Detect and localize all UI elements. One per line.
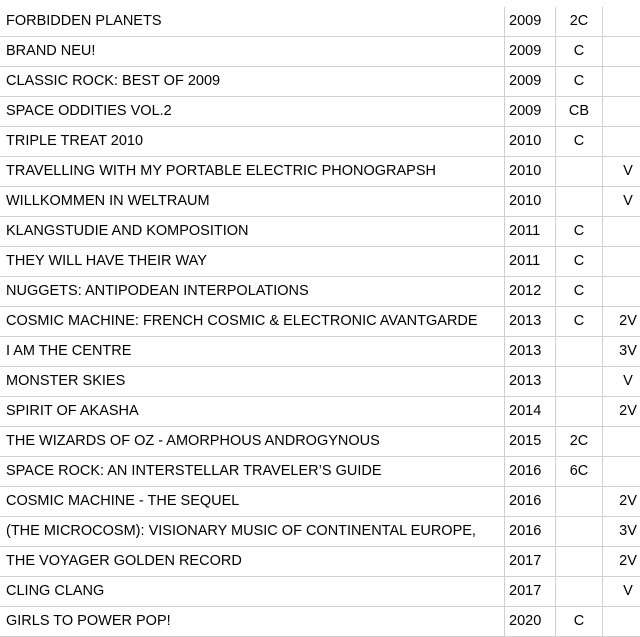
cell-c-count[interactable]: 2C [556, 7, 603, 37]
cell-year[interactable]: 2015 [505, 427, 556, 457]
cell-v-count[interactable] [603, 217, 640, 247]
cell-v-text: 2V [615, 397, 637, 426]
cell-v-count[interactable] [603, 97, 640, 127]
cell-c-count[interactable]: C [556, 607, 603, 637]
table-row [0, 37, 640, 67]
table-row [0, 607, 640, 637]
cell-year[interactable]: 2010 [505, 187, 556, 217]
cell-year[interactable]: 2014 [505, 397, 556, 427]
cell-v-count[interactable] [603, 487, 640, 517]
cell-v-text: 2V [615, 487, 637, 516]
table-row [0, 457, 640, 487]
table-row [0, 307, 640, 337]
table-row [0, 577, 640, 607]
cell-v-text: V [619, 187, 633, 216]
cell-v-count[interactable] [603, 337, 640, 367]
cell-v-text: 3V [615, 517, 637, 546]
cell-title[interactable]: I AM THE CENTRE [0, 337, 505, 367]
table-row [0, 547, 640, 577]
table-row [0, 487, 640, 517]
cell-c-count[interactable] [556, 577, 603, 607]
cell-v-count[interactable] [603, 37, 640, 67]
cell-c-count[interactable]: C [556, 67, 603, 97]
cell-title[interactable]: NUGGETS: ANTIPODEAN INTERPOLATIONS [0, 277, 505, 307]
cell-year[interactable]: 2013 [505, 307, 556, 337]
cell-year[interactable]: 2010 [505, 127, 556, 157]
cell-title[interactable]: THE WIZARDS OF OZ - AMORPHOUS ANDROGYNOUS [0, 427, 505, 457]
cell-c-count[interactable]: C [556, 217, 603, 247]
cell-year[interactable]: 2017 [505, 577, 556, 607]
cell-year[interactable]: 2013 [505, 337, 556, 367]
cell-c-count[interactable] [556, 397, 603, 427]
cell-title[interactable]: SPACE ROCK: AN INTERSTELLAR TRAVELER’S GUIDE [0, 457, 505, 487]
cell-title[interactable]: SPIRIT OF AKASHA [0, 397, 505, 427]
table-row [0, 397, 640, 427]
spreadsheet-table [0, 7, 640, 637]
table-row [0, 247, 640, 277]
cell-v-count[interactable] [603, 517, 640, 547]
cell-v-count[interactable] [603, 157, 640, 187]
cell-title[interactable]: CLASSIC ROCK: BEST OF 2009 [0, 67, 505, 97]
cell-c-count[interactable]: 6C [556, 457, 603, 487]
cell-title[interactable]: TRAVELLING WITH MY PORTABLE ELECTRIC PHONOGRAPSH [0, 157, 505, 187]
cell-v-count[interactable] [603, 427, 640, 457]
cell-year[interactable]: 2016 [505, 517, 556, 547]
cell-v-text: 3V [615, 337, 637, 366]
cell-title[interactable]: SPACE ODDITIES VOL.2 [0, 97, 505, 127]
cell-title[interactable]: GIRLS TO POWER POP! [0, 607, 505, 637]
cell-v-count[interactable] [603, 397, 640, 427]
cell-c-count[interactable]: C [556, 127, 603, 157]
cell-title[interactable]: THE VOYAGER GOLDEN RECORD [0, 547, 505, 577]
cell-v-count[interactable] [603, 187, 640, 217]
cell-year[interactable]: 2012 [505, 277, 556, 307]
cell-year[interactable]: 2013 [505, 367, 556, 397]
table-row [0, 67, 640, 97]
table-row [0, 277, 640, 307]
cell-c-count[interactable]: C [556, 37, 603, 67]
cell-title[interactable]: FORBIDDEN PLANETS [0, 7, 505, 37]
cell-v-count[interactable] [603, 307, 640, 337]
cell-c-count[interactable] [556, 187, 603, 217]
cell-year[interactable]: 2016 [505, 457, 556, 487]
table-row [0, 217, 640, 247]
cell-v-count[interactable] [603, 247, 640, 277]
cell-year[interactable]: 2017 [505, 547, 556, 577]
table-row [0, 187, 640, 217]
cell-v-text: V [619, 157, 633, 186]
cell-c-count[interactable] [556, 547, 603, 577]
cell-title[interactable]: WILLKOMMEN IN WELTRAUM [0, 187, 505, 217]
table-row [0, 367, 640, 397]
cell-v-count[interactable] [603, 277, 640, 307]
cell-c-count[interactable]: 2C [556, 427, 603, 457]
cell-v-count[interactable] [603, 547, 640, 577]
table-row [0, 337, 640, 367]
table-row [0, 157, 640, 187]
cell-year[interactable]: 2011 [505, 247, 556, 277]
cell-title[interactable]: COSMIC MACHINE: FRENCH COSMIC & ELECTRONIC AVANTGARDE [0, 307, 505, 337]
cell-year[interactable]: 2016 [505, 487, 556, 517]
cell-v-text: V [619, 577, 633, 606]
cell-title[interactable]: BRAND NEU! [0, 37, 505, 67]
cell-title[interactable]: (THE MICROCOSM): VISIONARY MUSIC OF CONTINENTAL EUROPE, [0, 517, 505, 547]
table-row [0, 517, 640, 547]
table-row [0, 97, 640, 127]
cell-c-count[interactable] [556, 487, 603, 517]
cell-v-text: V [619, 367, 633, 396]
cell-year[interactable]: 2020 [505, 607, 556, 637]
cell-c-count[interactable]: CB [556, 97, 603, 127]
cell-v-count[interactable] [603, 67, 640, 97]
cell-c-count[interactable] [556, 367, 603, 397]
cell-c-count[interactable]: C [556, 307, 603, 337]
cell-c-count[interactable] [556, 337, 603, 367]
cell-c-count[interactable] [556, 517, 603, 547]
cell-title[interactable]: TRIPLE TREAT 2010 [0, 127, 505, 157]
cell-year[interactable]: 2009 [505, 7, 556, 37]
cell-year[interactable]: 2009 [505, 97, 556, 127]
cell-v-text: 2V [615, 307, 637, 336]
cell-v-count[interactable] [603, 7, 640, 37]
cell-v-count[interactable] [603, 607, 640, 637]
cell-year[interactable]: 2009 [505, 67, 556, 97]
table-row [0, 127, 640, 157]
cell-v-count[interactable] [603, 577, 640, 607]
cell-c-count[interactable] [556, 157, 603, 187]
cell-c-count[interactable]: C [556, 277, 603, 307]
cell-title[interactable]: COSMIC MACHINE - THE SEQUEL [0, 487, 505, 517]
cell-title[interactable]: KLANGSTUDIE AND KOMPOSITION [0, 217, 505, 247]
table-row [0, 427, 640, 457]
cell-v-count[interactable] [603, 127, 640, 157]
spreadsheet-body [0, 7, 640, 637]
table-row [0, 7, 640, 37]
cell-year[interactable]: 2009 [505, 37, 556, 67]
cell-v-count[interactable] [603, 457, 640, 487]
cell-v-text: 2V [615, 547, 637, 576]
cell-title[interactable]: MONSTER SKIES [0, 367, 505, 397]
cell-title[interactable]: CLING CLANG [0, 577, 505, 607]
cell-c-count[interactable]: C [556, 247, 603, 277]
cell-year[interactable]: 2010 [505, 157, 556, 187]
cell-year[interactable]: 2011 [505, 217, 556, 247]
cell-v-count[interactable] [603, 367, 640, 397]
cell-title[interactable]: THEY WILL HAVE THEIR WAY [0, 247, 505, 277]
